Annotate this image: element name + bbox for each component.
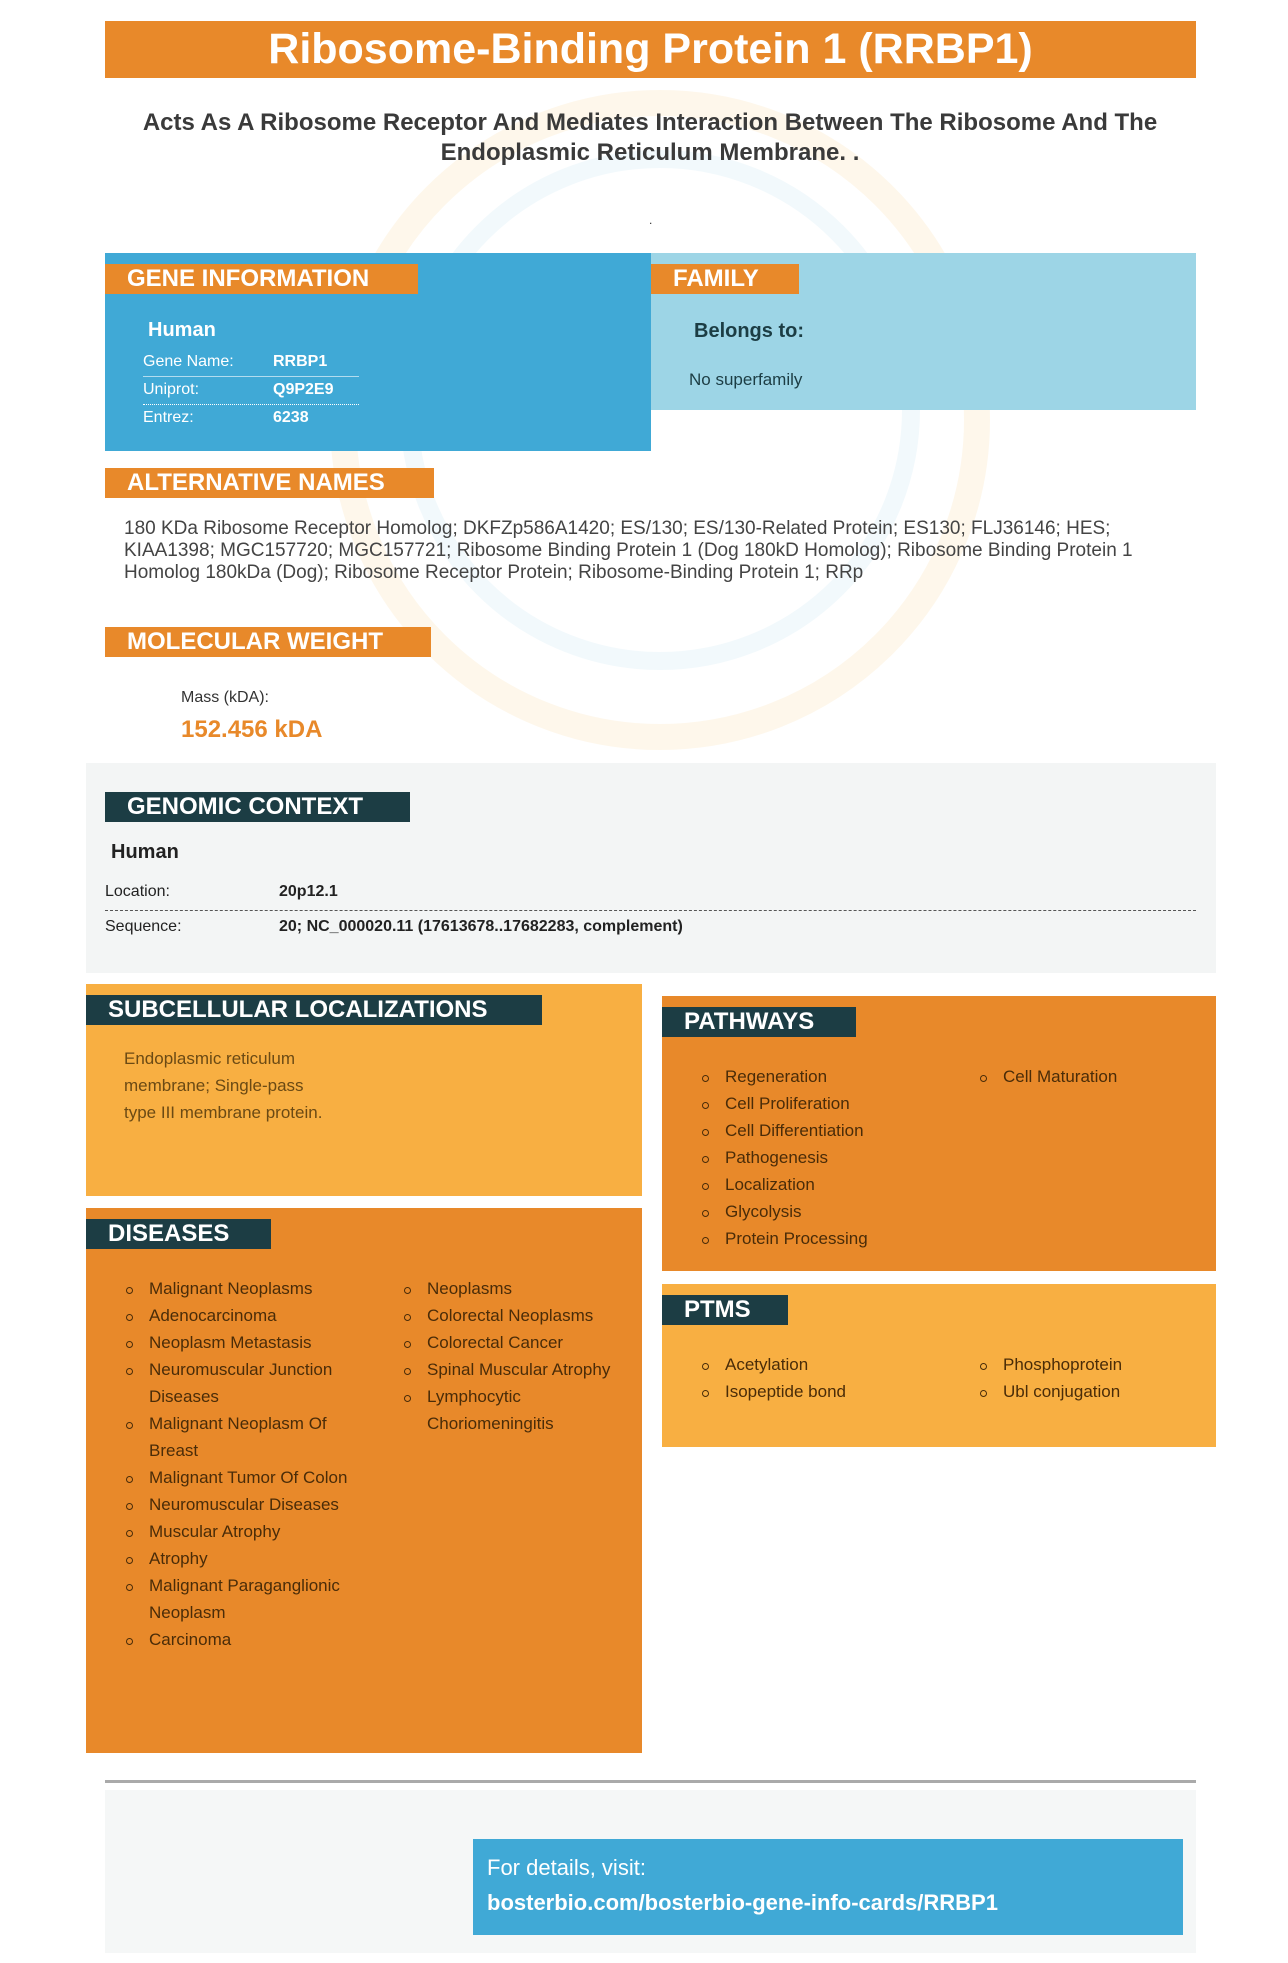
- disease-item: Colorectal Neoplasms: [402, 1302, 632, 1329]
- gene-row-value: 6238: [273, 409, 309, 426]
- ptm-item: Ubl conjugation: [978, 1378, 1198, 1405]
- ptm-item: Isopeptide bond: [700, 1378, 950, 1405]
- disease-item: Neoplasms: [402, 1275, 632, 1302]
- molecular-weight-heading: MOLECULAR WEIGHT: [105, 627, 431, 657]
- disease-item: Muscular Atrophy: [124, 1518, 364, 1545]
- mass-label: Mass (kDA):: [181, 689, 269, 706]
- diseases-list-col2: [402, 1275, 632, 1437]
- gene-row-value: Q9P2E9: [273, 381, 334, 398]
- footer-details-link[interactable]: bosterbio.com/bosterbio-gene-info-cards/RRBP1: [487, 1890, 998, 1915]
- genomic-sequence-key: Sequence:: [105, 918, 182, 935]
- ptm-item: Acetylation: [700, 1351, 950, 1378]
- genomic-sequence-row: [105, 915, 1196, 939]
- gene-row-value: RRBP1: [273, 353, 328, 370]
- footer-link-box[interactable]: [473, 1839, 1183, 1935]
- genomic-divider: [105, 910, 1196, 911]
- gene-row-uniprot: [143, 377, 359, 405]
- mass-value: 152.456 kDA: [181, 716, 323, 743]
- gene-info-table: [143, 349, 359, 433]
- disease-item: Malignant Neoplasm Of Breast: [124, 1410, 364, 1464]
- disease-item: Malignant Tumor Of Colon: [124, 1464, 364, 1491]
- pathway-item: Cell Differentiation: [700, 1117, 950, 1144]
- disease-item: Carcinoma: [124, 1626, 364, 1653]
- genomic-sequence-value: 20; NC_000020.11 (17613678..17682283, complement): [279, 918, 683, 935]
- footer-divider: [105, 1780, 1196, 1783]
- subcellular-heading: SUBCELLULAR LOCALIZATIONS: [86, 995, 542, 1025]
- gene-row-key: Gene Name:: [143, 353, 234, 370]
- disease-item: Neoplasm Metastasis: [124, 1329, 364, 1356]
- ptm-item: Phosphoprotein: [978, 1351, 1198, 1378]
- disease-item: Malignant Paraganglionic Neoplasm: [124, 1572, 364, 1626]
- family-value: No superfamily: [689, 370, 803, 389]
- gene-row-key: Entrez:: [143, 409, 194, 426]
- gene-row-name: [143, 349, 359, 377]
- ptms-list-col2: [978, 1351, 1198, 1405]
- family-label: Belongs to:: [694, 320, 804, 342]
- genomic-location-value: 20p12.1: [279, 883, 338, 900]
- pathways-heading: PATHWAYS: [662, 1007, 856, 1037]
- genomic-context-heading: GENOMIC CONTEXT: [105, 792, 410, 822]
- disease-item: Spinal Muscular Atrophy: [402, 1356, 632, 1383]
- diseases-heading: DISEASES: [86, 1219, 271, 1249]
- disease-item: Atrophy: [124, 1545, 364, 1572]
- diseases-list-col1: [124, 1275, 364, 1653]
- disease-item: Adenocarcinoma: [124, 1302, 364, 1329]
- gene-row-key: Uniprot:: [143, 381, 200, 398]
- gene-row-entrez: [143, 405, 359, 433]
- footer-visit-label: For details, visit:: [487, 1855, 646, 1880]
- subcellular-text: Endoplasmic reticulum membrane; Single-pass type III membrane protein.: [124, 1049, 323, 1122]
- pathways-list-col1: [700, 1063, 950, 1252]
- disease-item: Neuromuscular Junction Diseases: [124, 1356, 364, 1410]
- alternative-names-text: 180 KDa Ribosome Receptor Homolog; DKFZp586A1420; ES/130; ES/130-Related Protein; ES130; FLJ36146; HES; KIAA1398; MGC157720; MGC157721; Ribosome Binding Protein 1 (Dog 180kD Homolog); Ribosome Binding Protein 1 Homolog 180kDa (Dog); Ribosome Receptor Protein; Ribosome-Binding Protein 1; RRp: [124, 518, 1133, 583]
- pathway-item: Regeneration: [700, 1063, 950, 1090]
- pathway-item: Pathogenesis: [700, 1144, 950, 1171]
- page-title: Ribosome-Binding Protein 1 (RRBP1): [105, 21, 1196, 78]
- ptms-heading: PTMS: [662, 1295, 788, 1325]
- gene-species: Human: [148, 319, 216, 341]
- disease-item: Lymphocytic Choriomeningitis: [402, 1383, 632, 1437]
- pathway-item: Protein Processing: [700, 1225, 950, 1252]
- pathway-item: Cell Proliferation: [700, 1090, 950, 1117]
- genomic-species: Human: [111, 841, 179, 863]
- disease-item: Neuromuscular Diseases: [124, 1491, 364, 1518]
- disease-item: Colorectal Cancer: [402, 1329, 632, 1356]
- pathway-item: Cell Maturation: [978, 1063, 1198, 1090]
- genomic-location-key: Location:: [105, 883, 170, 900]
- page-subtitle: Acts As A Ribosome Receptor And Mediates Interaction Between The Ribosome And The Endoplasmic Reticulum Membrane. .: [142, 109, 1158, 166]
- genomic-location-row: [105, 880, 1196, 904]
- ptms-list-col1: [700, 1351, 950, 1405]
- subtitle-dot: .: [649, 213, 653, 227]
- alternative-names-heading: ALTERNATIVE NAMES: [105, 468, 434, 498]
- gene-information-heading: GENE INFORMATION: [105, 264, 418, 294]
- pathways-list-col2: [978, 1063, 1198, 1090]
- family-heading: FAMILY: [651, 264, 799, 294]
- pathway-item: Localization: [700, 1171, 950, 1198]
- pathway-item: Glycolysis: [700, 1198, 950, 1225]
- disease-item: Malignant Neoplasms: [124, 1275, 364, 1302]
